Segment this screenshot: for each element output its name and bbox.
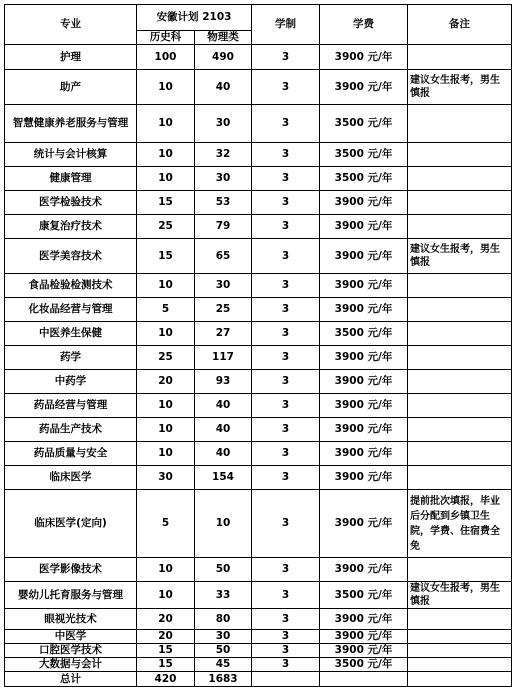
- cell-fee: 3900 元/年: [320, 466, 408, 490]
- table-row: [5, 322, 512, 346]
- cell-fee: 3500 元/年: [320, 322, 408, 346]
- cell-note: [408, 322, 512, 346]
- cell-duration: 3: [252, 644, 320, 658]
- table-row: [5, 442, 512, 466]
- cell-physics: 93: [195, 370, 252, 394]
- cell-physics: 30: [195, 630, 252, 644]
- cell-note: [408, 418, 512, 442]
- cell-physics: 30: [195, 274, 252, 298]
- cell-fee: 3900 元/年: [320, 70, 408, 105]
- cell-note: 建议女生报考，男生慎报: [408, 70, 512, 105]
- cell-duration: 3: [252, 630, 320, 644]
- cell-note: [408, 442, 512, 466]
- cell-duration: 3: [252, 346, 320, 370]
- cell-history: 10: [137, 558, 195, 582]
- cell-duration: 3: [252, 191, 320, 215]
- cell-duration: 3: [252, 490, 320, 558]
- cell-history: 10: [137, 274, 195, 298]
- header-physics: 物理类: [195, 31, 252, 45]
- cell-physics: 40: [195, 394, 252, 418]
- cell-note: 建议女生报考，男生慎报: [408, 582, 512, 609]
- total-empty: [252, 672, 320, 687]
- cell-fee: 3900 元/年: [320, 630, 408, 644]
- header-fee: 学费: [320, 5, 408, 45]
- cell-history: 25: [137, 215, 195, 239]
- cell-duration: 3: [252, 70, 320, 105]
- cell-fee: 3900 元/年: [320, 490, 408, 558]
- cell-note: [408, 45, 512, 70]
- table-row: [5, 630, 512, 644]
- cell-fee: 3900 元/年: [320, 442, 408, 466]
- table-row: [5, 274, 512, 298]
- cell-note: [408, 167, 512, 191]
- enrollment-plan-table: [4, 4, 512, 687]
- cell-note: [408, 215, 512, 239]
- table-row: [5, 466, 512, 490]
- header-history: 历史科: [137, 31, 195, 45]
- cell-history: 5: [137, 490, 195, 558]
- cell-history: 10: [137, 442, 195, 466]
- table-row: [5, 143, 512, 167]
- cell-physics: 45: [195, 658, 252, 672]
- cell-history: 10: [137, 394, 195, 418]
- cell-major: 临床医学: [5, 466, 137, 490]
- cell-note: [408, 298, 512, 322]
- cell-history: 15: [137, 191, 195, 215]
- table-row: [5, 298, 512, 322]
- cell-duration: 3: [252, 394, 320, 418]
- table-row: [5, 70, 512, 105]
- cell-duration: 3: [252, 418, 320, 442]
- cell-major: 药品质量与安全: [5, 442, 137, 466]
- total-empty: [320, 672, 408, 687]
- cell-note: [408, 394, 512, 418]
- cell-physics: 40: [195, 442, 252, 466]
- cell-fee: 3900 元/年: [320, 191, 408, 215]
- table-row: [5, 191, 512, 215]
- cell-major: 临床医学(定向): [5, 490, 137, 558]
- cell-major: 医学影像技术: [5, 558, 137, 582]
- cell-note: 建议女生报考，男生慎报: [408, 239, 512, 274]
- cell-fee: 3900 元/年: [320, 346, 408, 370]
- cell-major: 助产: [5, 70, 137, 105]
- cell-note: [408, 658, 512, 672]
- cell-history: 100: [137, 45, 195, 70]
- cell-fee: 3500 元/年: [320, 658, 408, 672]
- cell-major: 中医学: [5, 630, 137, 644]
- cell-history: 10: [137, 70, 195, 105]
- cell-major: 化妆品经营与管理: [5, 298, 137, 322]
- table-row: [5, 658, 512, 672]
- cell-duration: 3: [252, 322, 320, 346]
- cell-duration: 3: [252, 45, 320, 70]
- enrollment-plan-sheet: [4, 4, 511, 687]
- cell-duration: 3: [252, 582, 320, 609]
- cell-fee: 3900 元/年: [320, 45, 408, 70]
- cell-history: 15: [137, 239, 195, 274]
- cell-major: 婴幼儿托育服务与管理: [5, 582, 137, 609]
- cell-physics: 30: [195, 105, 252, 143]
- cell-fee: 3900 元/年: [320, 215, 408, 239]
- cell-duration: 3: [252, 143, 320, 167]
- table-row: [5, 490, 512, 558]
- header-duration: 学制: [252, 5, 320, 45]
- total-label: 总计: [5, 672, 137, 687]
- cell-history: 10: [137, 322, 195, 346]
- cell-major: 医学美容技术: [5, 239, 137, 274]
- cell-history: 20: [137, 630, 195, 644]
- cell-major: 口腔医学技术: [5, 644, 137, 658]
- cell-major: 药品经营与管理: [5, 394, 137, 418]
- cell-duration: 3: [252, 215, 320, 239]
- cell-major: 中药学: [5, 370, 137, 394]
- cell-fee: 3900 元/年: [320, 558, 408, 582]
- cell-history: 10: [137, 582, 195, 609]
- cell-major: 健康管理: [5, 167, 137, 191]
- cell-duration: 3: [252, 370, 320, 394]
- cell-physics: 53: [195, 191, 252, 215]
- cell-physics: 50: [195, 558, 252, 582]
- table-footer: [5, 672, 512, 687]
- total-empty: [408, 672, 512, 687]
- cell-major: 食品检验检测技术: [5, 274, 137, 298]
- cell-fee: 3900 元/年: [320, 298, 408, 322]
- cell-note: [408, 609, 512, 630]
- cell-major: 医学检验技术: [5, 191, 137, 215]
- cell-physics: 40: [195, 70, 252, 105]
- cell-major: 中医养生保健: [5, 322, 137, 346]
- cell-duration: 3: [252, 466, 320, 490]
- cell-physics: 33: [195, 582, 252, 609]
- cell-physics: 117: [195, 346, 252, 370]
- header-note: 备注: [408, 5, 512, 45]
- cell-physics: 79: [195, 215, 252, 239]
- cell-fee: 3900 元/年: [320, 274, 408, 298]
- cell-fee: 3500 元/年: [320, 143, 408, 167]
- cell-major: 药品生产技术: [5, 418, 137, 442]
- cell-fee: 3900 元/年: [320, 239, 408, 274]
- cell-physics: 490: [195, 45, 252, 70]
- cell-note: 提前批次填报，毕业后分配到乡镇卫生院，学费、住宿费全免: [408, 490, 512, 558]
- table-row: [5, 346, 512, 370]
- cell-duration: 3: [252, 239, 320, 274]
- cell-history: 20: [137, 370, 195, 394]
- cell-duration: 3: [252, 609, 320, 630]
- cell-history: 10: [137, 105, 195, 143]
- cell-major: 康复治疗技术: [5, 215, 137, 239]
- cell-physics: 10: [195, 490, 252, 558]
- table-row: [5, 215, 512, 239]
- cell-note: [408, 370, 512, 394]
- cell-major: 药学: [5, 346, 137, 370]
- cell-history: 15: [137, 644, 195, 658]
- total-physics: 1683: [195, 672, 252, 687]
- cell-major: 统计与会计核算: [5, 143, 137, 167]
- cell-note: [408, 143, 512, 167]
- cell-physics: 25: [195, 298, 252, 322]
- cell-history: 20: [137, 609, 195, 630]
- cell-duration: 3: [252, 658, 320, 672]
- table-row: [5, 370, 512, 394]
- table-row: [5, 105, 512, 143]
- table-body: [5, 45, 512, 672]
- table-row: [5, 167, 512, 191]
- cell-major: 智慧健康养老服务与管理: [5, 105, 137, 143]
- cell-physics: 30: [195, 167, 252, 191]
- header-major: 专业: [5, 5, 137, 45]
- cell-major: 眼视光技术: [5, 609, 137, 630]
- cell-physics: 27: [195, 322, 252, 346]
- cell-physics: 80: [195, 609, 252, 630]
- cell-duration: 3: [252, 274, 320, 298]
- cell-major: 大数据与会计: [5, 658, 137, 672]
- cell-fee: 3900 元/年: [320, 418, 408, 442]
- cell-physics: 32: [195, 143, 252, 167]
- cell-history: 10: [137, 167, 195, 191]
- cell-fee: 3500 元/年: [320, 105, 408, 143]
- cell-history: 5: [137, 298, 195, 322]
- table-row: [5, 45, 512, 70]
- cell-note: [408, 466, 512, 490]
- cell-note: [408, 630, 512, 644]
- cell-fee: 3500 元/年: [320, 167, 408, 191]
- cell-note: [408, 558, 512, 582]
- cell-history: 10: [137, 143, 195, 167]
- cell-history: 10: [137, 418, 195, 442]
- cell-duration: 3: [252, 558, 320, 582]
- table-row: [5, 239, 512, 274]
- table-row: [5, 394, 512, 418]
- cell-fee: 3900 元/年: [320, 644, 408, 658]
- cell-physics: 154: [195, 466, 252, 490]
- cell-major: 护理: [5, 45, 137, 70]
- cell-history: 15: [137, 658, 195, 672]
- cell-note: [408, 346, 512, 370]
- cell-fee: 3900 元/年: [320, 609, 408, 630]
- cell-note: [408, 105, 512, 143]
- cell-history: 30: [137, 466, 195, 490]
- table-row: [5, 558, 512, 582]
- cell-fee: 3900 元/年: [320, 370, 408, 394]
- cell-physics: 50: [195, 644, 252, 658]
- table-row: [5, 644, 512, 658]
- table-header: [5, 5, 512, 45]
- cell-physics: 40: [195, 418, 252, 442]
- cell-history: 25: [137, 346, 195, 370]
- cell-note: [408, 274, 512, 298]
- header-plan: 安徽计划 2103: [137, 5, 252, 31]
- cell-fee: 3500 元/年: [320, 582, 408, 609]
- table-row: [5, 582, 512, 609]
- cell-note: [408, 191, 512, 215]
- cell-duration: 3: [252, 442, 320, 466]
- cell-note: [408, 644, 512, 658]
- cell-duration: 3: [252, 167, 320, 191]
- table-row: [5, 418, 512, 442]
- total-history: 420: [137, 672, 195, 687]
- cell-duration: 3: [252, 105, 320, 143]
- table-row: [5, 609, 512, 630]
- cell-duration: 3: [252, 298, 320, 322]
- cell-fee: 3900 元/年: [320, 394, 408, 418]
- cell-physics: 65: [195, 239, 252, 274]
